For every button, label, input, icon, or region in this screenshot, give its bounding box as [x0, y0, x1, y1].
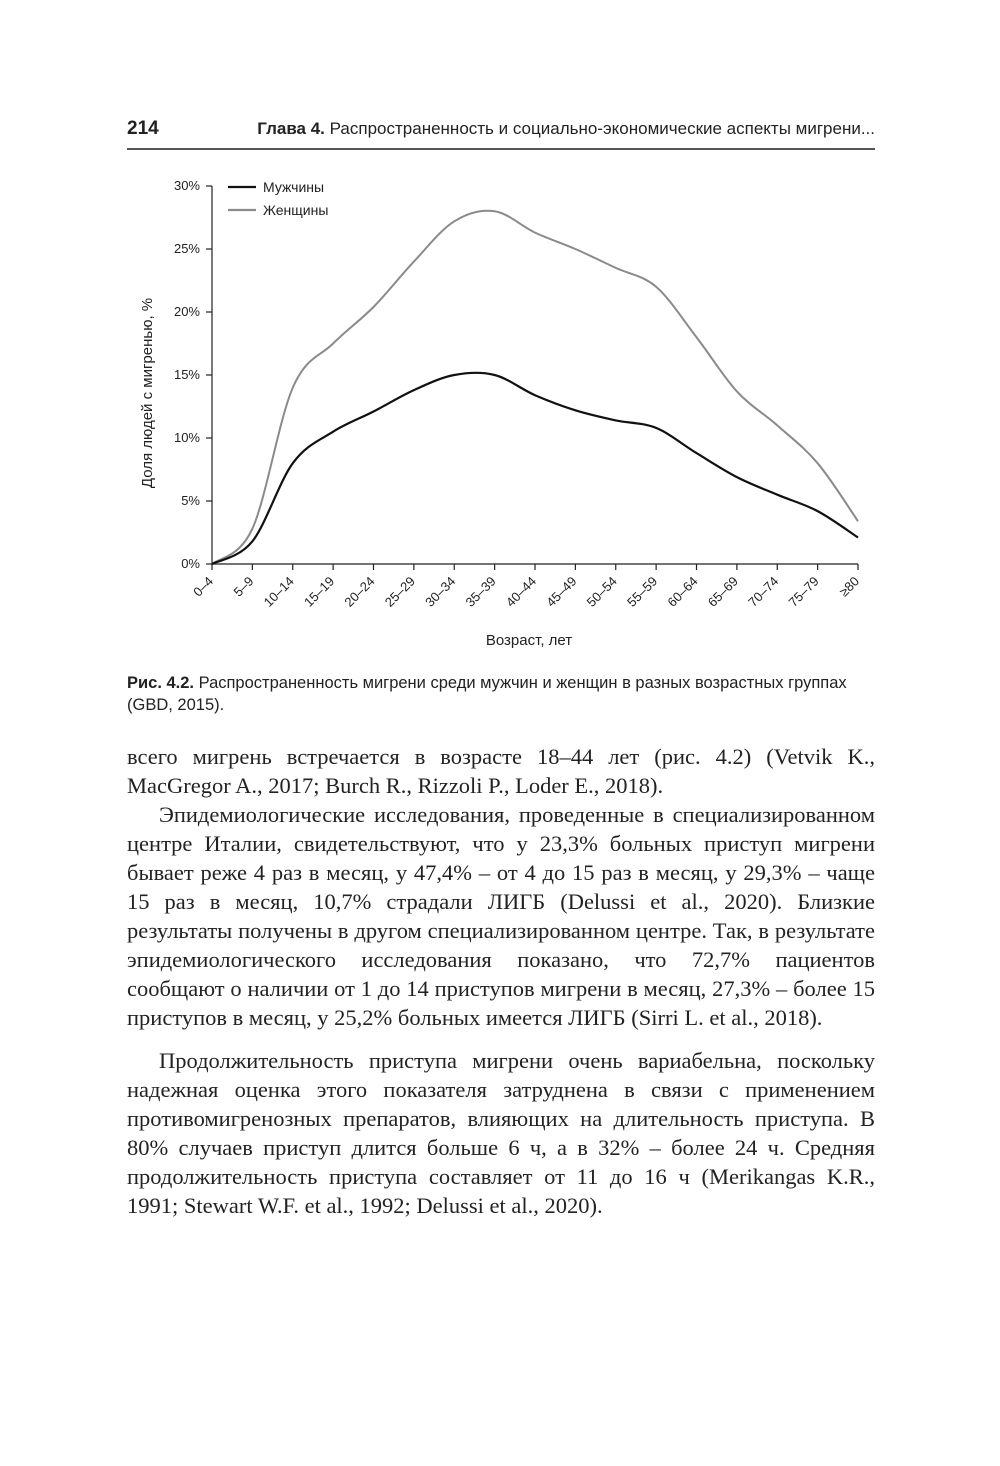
page-number: 214: [127, 118, 159, 139]
x-tick-label: 5–9: [230, 573, 257, 600]
chart-legend: [228, 179, 328, 218]
y-tick-label: 30%: [173, 178, 200, 193]
paragraph-3: Продолжительность приступа мигрени очень вариабельна, поскольку надежная оценка этого показателя затруднена в связи с применением противомигренозных препаратов, влияющих на длительность приступа. В 80% случаев приступ длится больше 6 ч, а в 32% – более 24 ч. Средняя продолжительность приступа составляет от 11 до 16 ч (Merikangas K.R., 1991; Stewart W.F. et al., 1992; Delussi et al., 2020).: [127, 1048, 875, 1218]
x-tick-label: 55–59: [624, 573, 661, 610]
x-tick-label: 10–14: [260, 573, 297, 610]
running-head: [257, 119, 875, 139]
x-tick-label: ≥80: [836, 573, 863, 600]
paragraph-2: Эпидемиологические исследования, проведенные в специализированном центре Италии, свидетельствуют, что у 23,3% больных приступ мигрени бывает реже 4 раз в месяц, у 47,4% – от 4 до 15 раз в месяц, у 29,3% – чаще 15 раз в месяц, 10,7% страдали ЛИГБ (Delussi et al., 2020). Близкие результаты получены в другом специализированном центре. Так, в результате эпидемиологического исследования показано, что 72,7% пациентов сообщают о наличии от 1 до 14 приступов мигрени в месяц, 27,3% – более 15 приступов в месяц, у 25,2% больных имеется ЛИГБ (Sirri L. et al., 2018).: [127, 802, 875, 1030]
y-tick-label: 20%: [173, 304, 200, 319]
x-tick-label: 75–79: [785, 573, 822, 610]
migraine-prevalence-chart: [120, 170, 880, 660]
x-tick-label: 40–44: [502, 573, 540, 610]
chapter-title: Распространенность и социально-экономические аспекты мигрени...: [329, 119, 875, 138]
x-tick-label: 0–4: [190, 573, 217, 600]
series-line-women: [212, 211, 858, 564]
x-tick-label: 25–29: [381, 573, 418, 610]
chapter-label: Глава 4.: [257, 119, 325, 138]
y-axis-label: Доля людей с мигренью, %: [139, 297, 156, 489]
series-line-men: [212, 373, 858, 564]
x-tick-label: 50–54: [583, 573, 620, 610]
y-tick-label: 0%: [181, 556, 200, 571]
caption-text: Распространенность мигрени среди мужчин и женщин в разных возрастных группах (GBD, 2015).: [127, 674, 847, 714]
page-header: [127, 118, 875, 150]
y-tick-label: 5%: [181, 493, 200, 508]
x-tick-label: 60–64: [664, 573, 701, 610]
figure-caption: [127, 672, 877, 716]
chart-axes: [174, 178, 862, 610]
paragraph-1: всего мигрень встречается в возрасте 18–44 лет (рис. 4.2) (Vetvik K., MacGregor A., 2017; Burch R., Rizzoli P., Loder E., 2018).: [127, 744, 875, 798]
x-tick-label: 30–34: [422, 573, 459, 610]
chart-series: [212, 211, 858, 564]
y-tick-label: 15%: [173, 367, 200, 382]
y-tick-label: 25%: [173, 241, 200, 256]
x-tick-label: 20–24: [341, 573, 378, 610]
x-tick-label: 65–69: [704, 573, 741, 610]
x-tick-label: 35–39: [462, 573, 499, 610]
legend-label-men: Мужчины: [263, 179, 325, 195]
caption-label: Рис. 4.2.: [127, 674, 195, 692]
x-axis-label: Возраст, лет: [485, 632, 573, 649]
x-tick-label: 45–49: [543, 573, 580, 610]
body-text: [127, 742, 875, 1220]
x-tick-label: 15–19: [301, 573, 338, 610]
y-tick-label: 10%: [173, 430, 200, 445]
x-tick-label: 70–74: [745, 573, 782, 610]
legend-label-women: Женщины: [263, 202, 329, 218]
